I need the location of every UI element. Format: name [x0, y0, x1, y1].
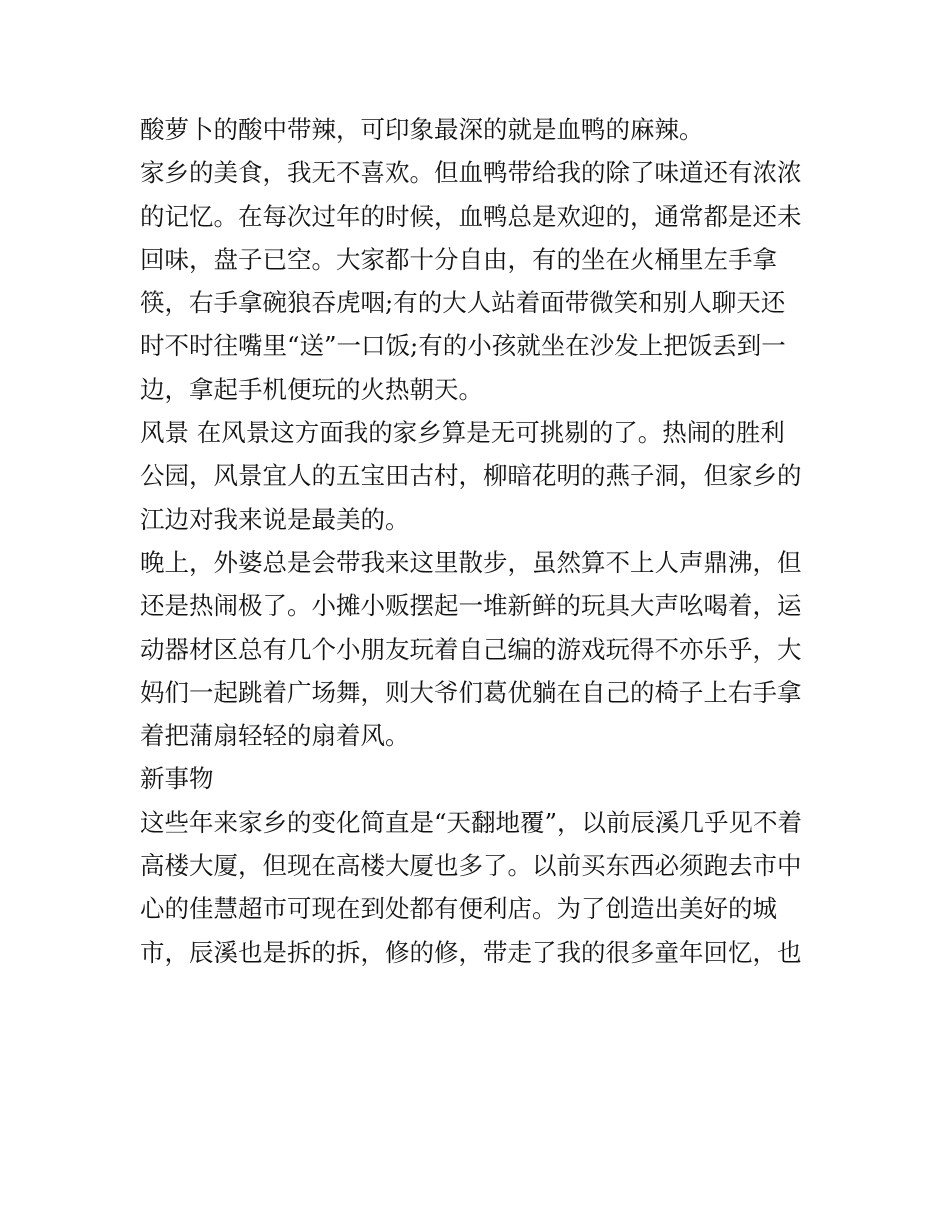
- text-line: 还是热闹极了。小摊小贩摆起一堆新鲜的玩具大声吆喝着，运: [140, 591, 802, 621]
- text-line: 筷，右手拿碗狼吞虎咽;有的大人站着面带微笑和别人聊天还: [140, 288, 786, 318]
- text-line: 高楼大厦，但现在高楼大厦也多了。以前买东西必须跑去市中: [140, 851, 802, 881]
- text-line: 酸萝卜的酸中带辣，可印象最深的就是血鸭的麻辣。: [140, 115, 704, 144]
- text-line: 的记忆。在每次过年的时候，血鸭总是欢迎的，通常都是还未: [140, 201, 802, 231]
- text-line: 时不时往嘴里“送”一口饭;有的小孩就坐在沙发上把饭丢到一: [140, 331, 786, 361]
- section-heading: 新事物: [140, 764, 214, 794]
- text-line: 着把蒲扇轻轻的扇着风。: [140, 721, 410, 751]
- text-line: 晚上，外婆总是会带我来这里散步，虽然算不上人声鼎沸，但: [140, 547, 802, 577]
- text-line: 公园，风景宜人的五宝田古村，柳暗花明的燕子洞，但家乡的: [140, 461, 802, 491]
- text-line: 风景 在风景这方面我的家乡算是无可挑剔的了。热闹的胜利: [140, 418, 785, 448]
- text-line: 边，拿起手机便玩的火热朝天。: [140, 374, 483, 404]
- text-line: 妈们一起跳着广场舞，则大爷们葛优躺在自己的椅子上右手拿: [140, 677, 802, 707]
- text-line: 心的佳慧超市可现在到处都有便利店。为了创造出美好的城: [140, 894, 777, 924]
- body-text: [140, 108, 820, 974]
- text-line: 回味，盘子已空。大家都十分自由，有的坐在火桶里左手拿: [140, 244, 777, 274]
- text-line: 家乡的美食，我无不喜欢。但血鸭带给我的除了味道还有浓浓: [140, 158, 802, 188]
- text-line: 动器材区总有几个小朋友玩着自己编的游戏玩得不亦乐乎，大: [140, 634, 802, 664]
- text-line: 江边对我来说是最美的。: [140, 504, 410, 534]
- text-line: 这些年来家乡的变化简直是“天翻地覆”，以前辰溪几乎见不着: [140, 807, 803, 837]
- text-line: 市，辰溪也是拆的拆，修的修，带走了我的很多童年回忆，也: [140, 937, 802, 967]
